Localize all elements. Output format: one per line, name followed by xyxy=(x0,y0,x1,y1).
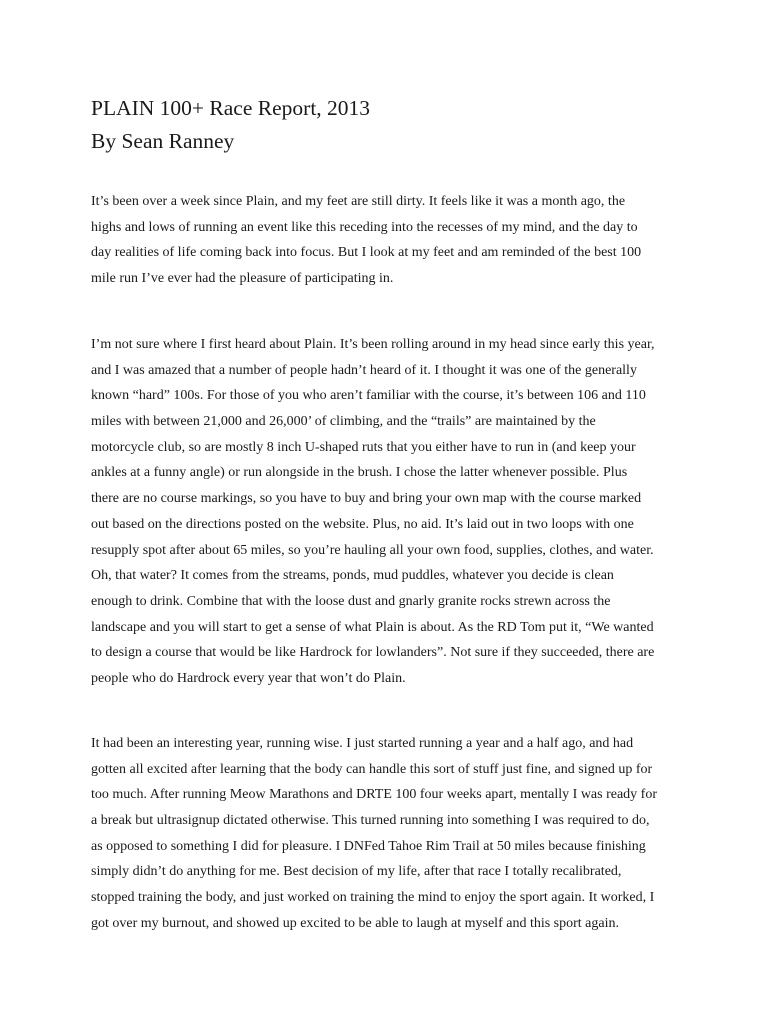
text-line: mile run I’ve ever had the pleasure of participating in. xyxy=(91,271,394,287)
paragraph-1 xyxy=(91,189,691,292)
text-line: and I was amazed that a number of people hadn’t heard of it. I thought it was one of the generally xyxy=(91,362,637,378)
text-line: highs and lows of running an event like this receding into the recesses of my mind, and the day to xyxy=(91,219,638,235)
text-line: enough to drink. Combine that with the loose dust and gnarly granite rocks strewn across the xyxy=(91,593,611,609)
text-line: Oh, that water? It comes from the streams, ponds, mud puddles, whatever you decide is clean xyxy=(91,568,614,584)
text-line: people who do Hardrock every year that won’t do Plain. xyxy=(91,670,406,686)
text-line: gotten all excited after learning that the body can handle this sort of stuff just fine, and signed up for xyxy=(91,761,653,777)
text-line: got over my burnout, and showed up excited to be able to laugh at myself and this sport again. xyxy=(91,915,619,931)
text-line: there are no course markings, so you have to buy and bring your own map with the course marked xyxy=(91,491,642,507)
paragraph-2 xyxy=(91,332,691,692)
text-line: stopped training the body, and just worked on training the mind to enjoy the sport again. It worked, I xyxy=(91,890,655,906)
text-line: a break but ultrasignup dictated otherwise. This turned running into something I was required to do, xyxy=(91,813,650,829)
text-line: ankles at a funny angle) or run alongside in the brush. I chose the latter whenever possible. Plus xyxy=(91,465,628,481)
text-line: resupply spot after about 65 miles, so you’re hauling all your own food, supplies, clothes, and water. xyxy=(91,542,654,558)
text-line: known “hard” 100s. For those of you who aren’t familiar with the course, it’s between 106 and 110 xyxy=(91,388,646,404)
document-byline: By Sean Ranney xyxy=(91,129,235,153)
text-line: too much. After running Meow Marathons and DRTE 100 four weeks apart, mentally I was ready for xyxy=(91,787,658,803)
text-line: as opposed to something I did for pleasure. I DNFed Tahoe Rim Trail at 50 miles because finishing xyxy=(91,838,646,854)
text-line: miles with between 21,000 and 26,000’ of climbing, and the “trails” are maintained by the xyxy=(91,414,596,430)
paragraph-3 xyxy=(91,731,691,937)
document-title: PLAIN 100+ Race Report, 2013 xyxy=(91,96,371,120)
text-line: to design a course that would be like Hardrock for lowlanders”. Not sure if they succeeded, there are xyxy=(91,645,655,661)
text-line: landscape and you will start to get a sense of what Plain is about. As the RD Tom put it, “We wanted xyxy=(91,619,654,635)
text-line: motorcycle club, so are mostly 8 inch U-shaped ruts that you either have to run in (and keep your xyxy=(91,439,636,455)
text-line: I’m not sure where I first heard about Plain. It’s been rolling around in my head since early this year, xyxy=(91,337,655,352)
text-line: out based on the directions posted on the website. Plus, no aid. It’s laid out in two loops with one xyxy=(91,516,634,532)
text-line: It’s been over a week since Plain, and my feet are still dirty. It feels like it was a month ago, the xyxy=(91,194,626,209)
text-line: It had been an interesting year, running wise. I just started running a year and a half ago, and had xyxy=(91,736,634,751)
text-line: simply didn’t do anything for me. Best decision of my life, after that race I totally recalibrated, xyxy=(91,864,622,880)
text-line: day realities of life coming back into focus. But I look at my feet and am reminded of the best 100 xyxy=(91,245,642,261)
